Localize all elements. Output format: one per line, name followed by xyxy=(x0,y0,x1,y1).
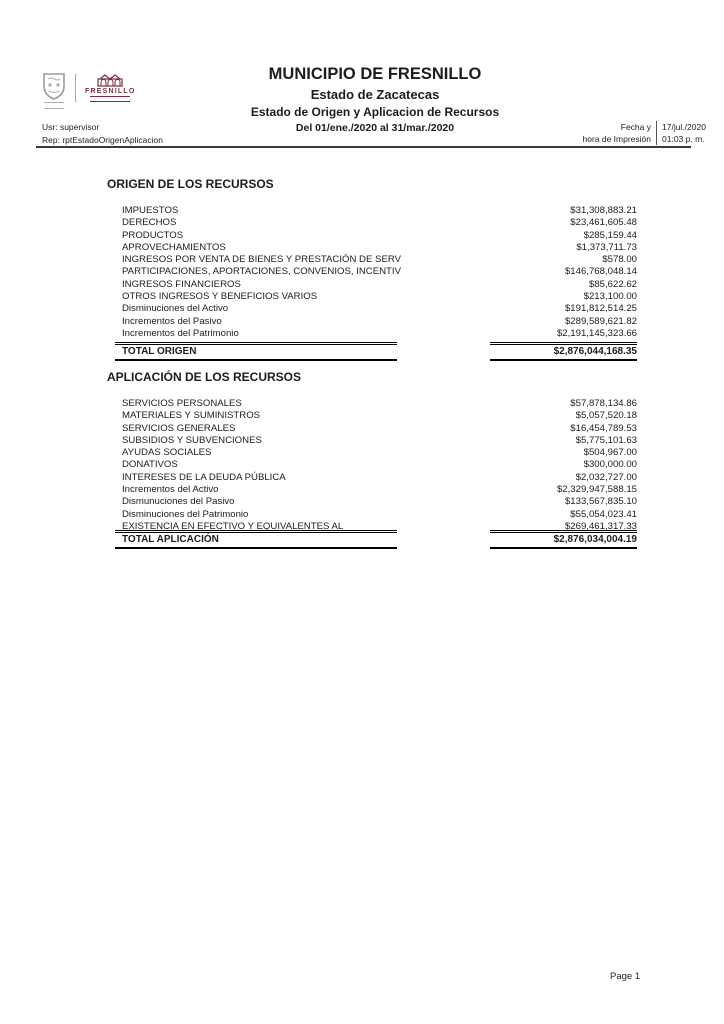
row-amount: $57,878,134.86 xyxy=(570,398,637,409)
row-amount: $23,461,605.48 xyxy=(570,217,637,229)
row-amount: $269,461,317.33 xyxy=(564,520,637,532)
row-label: INGRESOS POR VENTA DE BIENES Y PRESTACIÓN DE SERV xyxy=(122,254,402,266)
application-rows xyxy=(115,398,637,533)
row-amount: $55,054,023.41 xyxy=(570,508,637,520)
row-amount: $133,567,835.10 xyxy=(564,496,637,508)
print-info xyxy=(582,121,714,145)
document-subtitle: Estado de Zacatecas xyxy=(310,86,440,102)
row-amount: $285,159.44 xyxy=(583,229,637,241)
table-row xyxy=(115,291,637,303)
shield-caption-decoration xyxy=(44,102,64,109)
row-label: PARTICIPACIONES, APORTACIONES, CONVENIOS, INCENTIV xyxy=(122,266,401,278)
print-label-line1: Fecha y xyxy=(620,122,651,132)
row-label: Disminuciones del Activo xyxy=(122,303,229,315)
table-row xyxy=(115,496,637,508)
table-row xyxy=(115,328,637,340)
row-amount: $2,329,947,588.15 xyxy=(556,484,637,496)
print-time: 01:03 p. m. xyxy=(662,134,705,144)
print-info-labels xyxy=(582,121,656,145)
row-label: SUBSIDIOS Y SUBVENCIONES xyxy=(122,434,262,446)
table-row xyxy=(115,398,637,410)
row-label: OTROS INGRESOS Y BENEFICIOS VARIOS xyxy=(122,291,318,303)
municipal-shield-logo xyxy=(42,72,66,109)
user-report-meta xyxy=(42,121,163,147)
table-row xyxy=(115,230,637,242)
row-label: AYUDAS SOCIALES xyxy=(122,447,212,459)
row-amount: $300,000.00 xyxy=(583,459,637,471)
report-label: Rep: rptEstadoOrigenAplicacion xyxy=(42,135,163,145)
document-header xyxy=(110,64,640,135)
row-amount: $2,191,145,323.66 xyxy=(556,327,637,339)
table-row xyxy=(115,242,637,254)
user-label: Usr: supervisor xyxy=(42,122,100,132)
table-row xyxy=(115,410,637,422)
origin-total-row xyxy=(115,342,637,361)
row-amount: $1,373,711.73 xyxy=(576,241,637,253)
table-row xyxy=(115,266,637,278)
row-label: PRODUCTOS xyxy=(122,229,184,241)
table-row xyxy=(115,459,637,471)
row-label: SERVICIOS GENERALES xyxy=(122,422,236,434)
table-row xyxy=(115,447,637,459)
table-row xyxy=(115,217,637,229)
logo-divider xyxy=(75,74,76,102)
report-title: Estado de Origen y Aplicacion de Recursos xyxy=(250,104,500,119)
row-label: IMPUESTOS xyxy=(122,205,179,216)
row-label: SERVICIOS PERSONALES xyxy=(122,398,242,409)
row-amount: $2,032,727.00 xyxy=(575,471,637,483)
origin-total-label: TOTAL ORIGEN xyxy=(115,342,397,361)
header-rule xyxy=(36,146,691,148)
origin-total-amount: $2,876,044,168.35 xyxy=(490,342,637,361)
row-label: EXISTENCIA EN EFECTIVO Y EQUIVALENTES AL xyxy=(122,520,344,532)
row-amount: $5,057,520.18 xyxy=(575,410,637,422)
print-label-line2: hora de Impresión xyxy=(582,134,651,144)
row-amount: $85,622.62 xyxy=(588,278,637,290)
table-row xyxy=(115,279,637,291)
page-number: Page 1 xyxy=(610,971,641,982)
application-total-amount: $2,876,034,004.19 xyxy=(490,530,637,549)
application-total-row xyxy=(115,530,637,549)
row-label: Dismunuciones del Pasivo xyxy=(122,496,235,508)
row-label: Incrementos del Pasivo xyxy=(122,315,222,327)
table-row xyxy=(115,205,637,217)
row-amount: $289,589,621.82 xyxy=(564,315,637,327)
table-row xyxy=(115,303,637,315)
report-period: Del 01/ene./2020 al 31/mar./2020 xyxy=(295,121,455,134)
print-info-values xyxy=(656,121,714,145)
origin-rows xyxy=(115,205,637,340)
table-row xyxy=(115,435,637,447)
row-amount: $16,454,789.53 xyxy=(570,422,637,434)
table-row xyxy=(115,316,637,328)
table-row xyxy=(115,423,637,435)
row-amount: $504,967.00 xyxy=(583,447,637,459)
row-label: INGRESOS FINANCIEROS xyxy=(122,278,241,290)
row-amount: $5,775,101.63 xyxy=(575,434,637,446)
row-amount: $578.00 xyxy=(602,254,637,266)
row-label: INTERESES DE LA DEUDA PÚBLICA xyxy=(122,471,286,483)
document-title: MUNICIPIO DE FRESNILLO xyxy=(268,65,482,83)
row-label: Disminuciones del Patrimonio xyxy=(122,508,249,520)
table-row xyxy=(115,254,637,266)
brand-name: FRESNILLO xyxy=(85,88,136,95)
table-row xyxy=(115,484,637,496)
row-label: DERECHOS xyxy=(122,217,177,229)
application-total-label: TOTAL APLICACIÓN xyxy=(115,530,397,549)
row-label: Incrementos del Patrimonio xyxy=(122,327,239,339)
row-amount: $146,768,048.14 xyxy=(564,266,637,278)
section-title-application: APLICACIÓN DE LOS RECURSOS xyxy=(107,370,302,384)
row-amount: $213,100.00 xyxy=(583,291,637,303)
table-row xyxy=(115,509,637,521)
row-label: DONATIVOS xyxy=(122,459,178,471)
print-date: 17/jul./2020 xyxy=(662,122,706,132)
row-amount: $31,308,883.21 xyxy=(570,205,637,216)
row-label: APROVECHAMIENTOS xyxy=(122,241,226,253)
table-row xyxy=(115,472,637,484)
row-label: MATERIALES Y SUMINISTROS xyxy=(122,410,261,422)
shield-icon xyxy=(42,72,66,100)
section-title-origin: ORIGEN DE LOS RECURSOS xyxy=(107,177,274,191)
row-label: Incrementos del Activo xyxy=(122,484,219,496)
row-amount: $191,812,514.25 xyxy=(564,303,637,315)
